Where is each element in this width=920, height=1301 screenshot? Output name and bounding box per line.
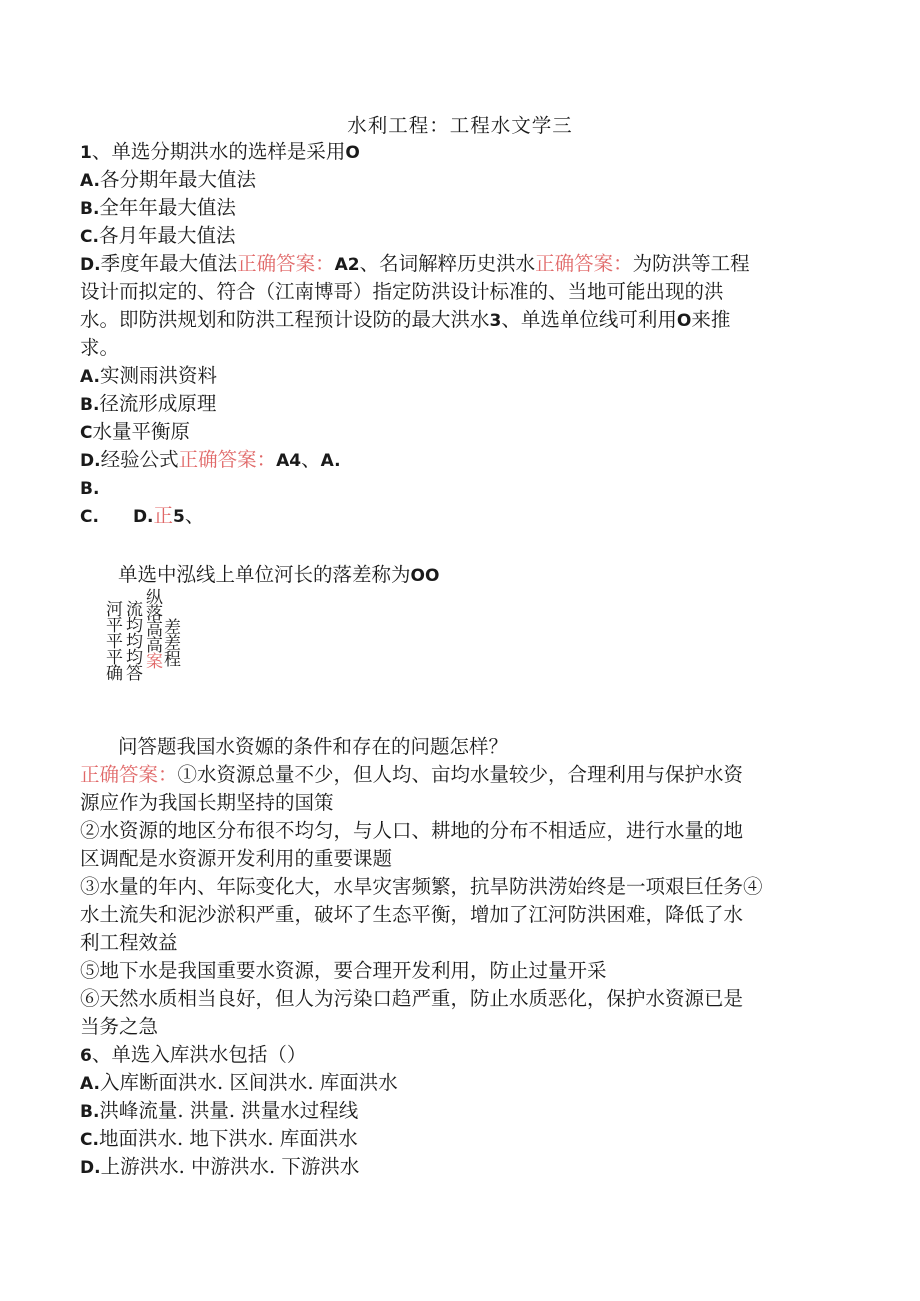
option-text: 上游洪水. 中游洪水. 下游洪水 xyxy=(100,1155,360,1178)
option-text: 地面洪水. 地下洪水. 库面洪水 xyxy=(98,1127,358,1150)
q3-option-a xyxy=(80,362,217,391)
q3-stem-line2: 求。 xyxy=(80,336,120,359)
q4-option-d: D. xyxy=(132,507,154,527)
option-text: 全年年最大值法 xyxy=(99,196,236,219)
document-title: 水利工程：工程水文学三 xyxy=(347,114,573,137)
q4-option-a: A. xyxy=(320,451,341,471)
q3-stem: 、单选单位线可利用 xyxy=(501,308,677,331)
q3-answer-label: 正确答案： xyxy=(178,448,277,471)
essay-line: 利工程效益 xyxy=(80,931,178,954)
q3-answer: A xyxy=(276,451,290,471)
q3-option-b xyxy=(80,390,216,419)
option-text: 各分期年最大值法 xyxy=(99,168,256,191)
q5-vertical-text-block xyxy=(100,588,180,710)
essay-line: ①水资源总量不少，但人均、亩均水量较少，合理利用与保护水资 xyxy=(177,763,744,786)
q4-option-b: B. xyxy=(80,479,100,499)
q5-stem: 单选中泓线上单位河长的落差称为 xyxy=(118,563,411,586)
option-key: B. xyxy=(80,199,100,219)
q5-stem-line xyxy=(118,561,439,590)
q3-option-d-line xyxy=(80,446,341,475)
essay-line: 区调配是水资源开发利用的重要课题 xyxy=(80,847,393,870)
option-key: D. xyxy=(80,1158,101,1178)
option-key: A. xyxy=(80,1074,100,1094)
option-key: D. xyxy=(80,451,101,471)
q4-number: 4 xyxy=(289,451,302,471)
q1-number: 1 xyxy=(80,143,92,163)
essay-line: 水土流失和泥沙淤积严重，破坏了生态平衡，增加了江河防洪困难，降低了水 xyxy=(80,903,744,926)
q1-option-c xyxy=(80,222,235,251)
q5-sep: 、 xyxy=(184,504,205,527)
q1-stem-line xyxy=(80,138,360,167)
q4-answer-label: 正 xyxy=(153,504,174,527)
q2-number: 2 xyxy=(347,255,360,275)
q4-option-cd-line xyxy=(80,502,204,531)
q2-answer-label: 正确答案： xyxy=(535,252,633,275)
essay-line: ②水资源的地区分布很不均匀，与人口、耕地的分布不相适应，进行水量的地 xyxy=(80,819,744,842)
option-key: C xyxy=(80,423,93,443)
option-key: D. xyxy=(80,255,101,275)
q3-stem-tail: 来推 xyxy=(691,308,731,331)
vertical-column-4: 河平平平确 xyxy=(102,600,122,680)
q4-sep: 、 xyxy=(301,448,321,471)
option-key: A. xyxy=(80,171,100,191)
q2-answer-end: 水。即防洪规划和防洪工程预计设防的最大洪水 xyxy=(80,308,490,331)
option-key: B. xyxy=(80,1102,100,1122)
option-text: 径流形成原理 xyxy=(99,392,217,415)
vertical-column-2 xyxy=(142,588,162,668)
q3-blank: O xyxy=(676,311,692,331)
essay-line: ⑥天然水质相当良好，但人为污染口趋严重，防止水质恶化，保护水资源已是 xyxy=(80,987,744,1010)
option-text: 洪峰流量. 洪量. 洪量水过程线 xyxy=(99,1099,359,1122)
q6-option-a xyxy=(80,1069,398,1098)
essay-answer-line1 xyxy=(80,761,743,789)
vertical-column-2-text: 纵落高高案 xyxy=(142,588,162,668)
option-key: C. xyxy=(80,1130,99,1150)
q2-answer-start: 为防洪等工程 xyxy=(632,252,750,275)
q6-stem-line xyxy=(80,1041,306,1070)
q1-blank: O xyxy=(345,143,360,163)
q6-option-d xyxy=(80,1153,359,1182)
q2-answer-line2: 设计而拟定的、符合（江南博哥）指定防洪设计标准的、当地可能出现的洪 xyxy=(80,280,724,303)
q5-blank: OO xyxy=(410,566,440,586)
option-text: 经验公式 xyxy=(100,448,179,471)
q2-answer-line3 xyxy=(80,306,730,335)
q3-number: 3 xyxy=(489,311,502,331)
q1-answer-label: 正确答案： xyxy=(237,252,335,275)
option-key: A. xyxy=(80,367,100,387)
q6-number: 6 xyxy=(80,1046,92,1066)
q1-stem: 、单选分期洪水的选样是采用 xyxy=(91,140,346,163)
q1-option-b xyxy=(80,194,236,223)
q1-answer: A xyxy=(334,255,348,275)
option-text: 季度年最大值法 xyxy=(100,252,238,275)
option-text: 水量平衡原 xyxy=(92,420,190,443)
option-text: 实测雨洪资料 xyxy=(99,364,217,387)
q2-stem: 、名词解粹历史洪水 xyxy=(359,252,536,275)
q6-option-b xyxy=(80,1097,358,1126)
q1-option-d-line xyxy=(80,250,750,279)
q4-option-b-line xyxy=(80,474,99,503)
essay-answer-label: 正确答案： xyxy=(80,763,178,786)
option-key: C. xyxy=(80,227,99,247)
option-text: 入库断面洪水. 区间洪水. 库面洪水 xyxy=(99,1071,398,1094)
essay-line: 源应作为我国长期坚持的国策 xyxy=(80,791,334,814)
vertical-answer-char: 案 xyxy=(142,652,162,668)
q1-option-a xyxy=(80,166,256,195)
essay-line: ⑤地下水是我国重要水资源，要合理开发利用，防止过量开采 xyxy=(80,959,607,982)
q6-stem: 、单选入库洪水包括（） xyxy=(91,1043,307,1066)
essay-stem: 问答题我国水资嫄的条件和存在的问题怎样？ xyxy=(118,735,509,758)
q6-option-c xyxy=(80,1125,358,1154)
q5-number: 5 xyxy=(173,507,185,527)
option-key: B. xyxy=(80,395,100,415)
vertical-column-3: 流均均均答 xyxy=(122,600,142,680)
q4-option-c: C. xyxy=(80,507,99,527)
option-text: 各月年最大值法 xyxy=(98,224,236,247)
essay-line: 当务之急 xyxy=(80,1015,159,1038)
vertical-column-1: 差差程 xyxy=(160,618,180,666)
q3-option-c xyxy=(80,418,190,447)
essay-line: ③水量的年内、年际变化大，水旱灾害频繁，抗旱防洪涝始终是一项艰巨任务④ xyxy=(80,875,763,898)
